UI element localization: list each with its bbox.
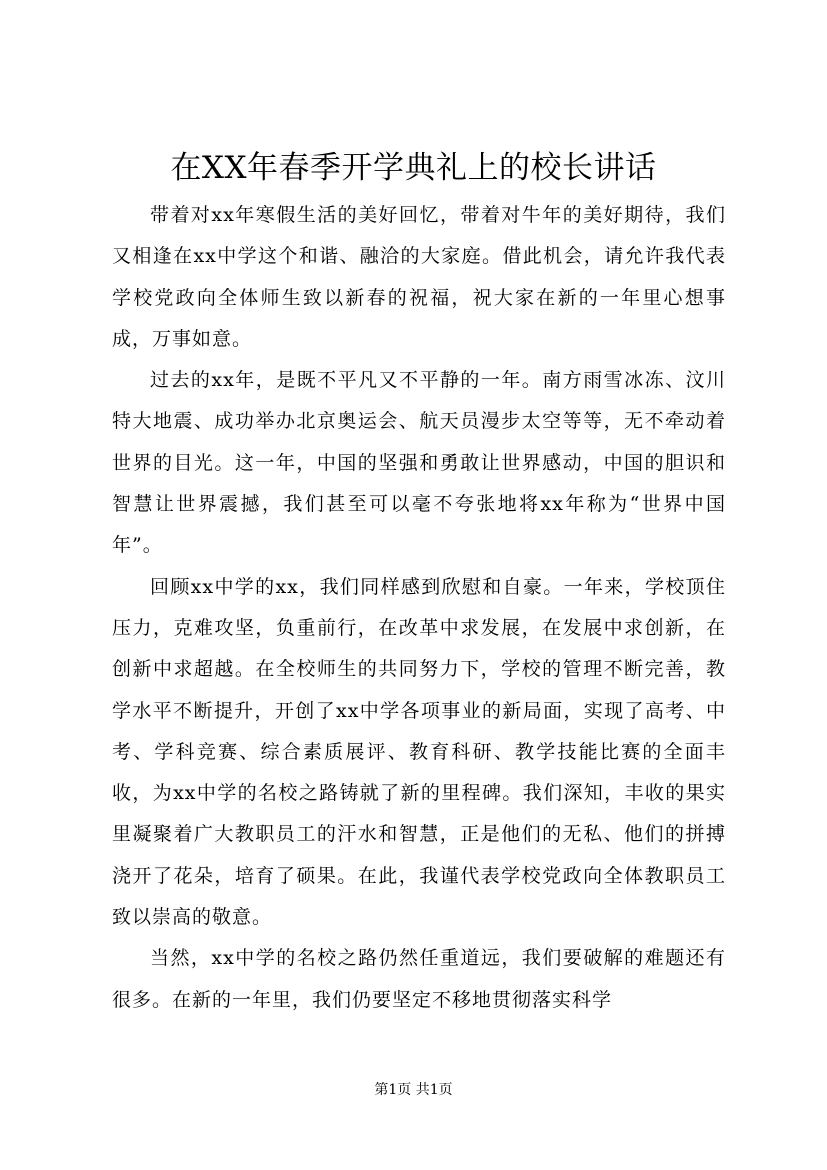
paragraph-4: 当然，xx中学的名校之路仍然任重道远，我们要破解的难题还有很多。在新的一年里，我们仍要坚定不移地贯彻落实科学 <box>112 947 726 1011</box>
document-title: 在XX年春季开学典礼上的校长讲话 <box>170 150 657 186</box>
page-footer: 第1页 共1页 <box>374 1082 453 1098</box>
paragraph-2: 过去的xx年，是既不平凡又不平静的一年。南方雨雪冰冻、汶川特大地震、成功举办北京奥运会、航天员漫步太空等等，无不牵动着世界的目光。这一年，中国的坚强和勇敢让世界感动，中国的胆识和智慧让世界震撼，我们甚至可以毫不夸张地将xx年称为“世界中国年”。 <box>112 369 726 557</box>
paragraph-3: 回顾xx中学的xx，我们同样感到欣慰和自豪。一年来，学校顶住压力，克难攻坚，负重前行，在改革中求发展，在发展中求创新，在创新中求超越。在全校师生的共同努力下，学校的管理不断完善，教学水平不断提升，开创了xx中学各项事业的新局面，实现了高考、中考、学科竞赛、综合素质展评、教育科研、教学技能比赛的全面丰收，为xx中学的名校之路铸就了新的里程碑。我们深知，丰收的果实里凝聚着广大教职员工的汗水和智慧，正是他们的无私、他们的拼搏浇开了花朵，培育了硕果。在此，我谨代表学校党政向全体教职员工致以崇高的敬意。 <box>112 575 726 929</box>
paragraph-1: 带着对xx年寒假生活的美好回忆，带着对牛年的美好期待，我们又相逢在xx中学这个和谐、融洽的大家庭。借此机会，请允许我代表学校党政向全体师生致以新春的祝福，祝大家在新的一年里心想事成，万事如意。 <box>112 204 726 350</box>
document-body <box>112 195 726 1021</box>
